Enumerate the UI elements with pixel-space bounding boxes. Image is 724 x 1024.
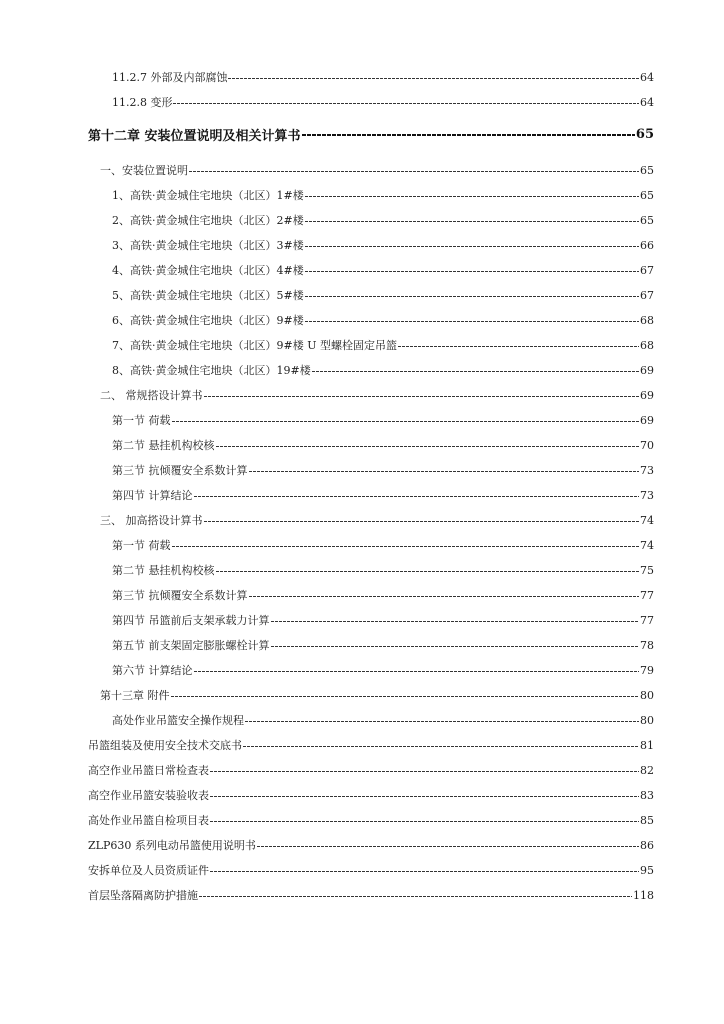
toc-entry-page: 69	[640, 363, 654, 377]
toc-entry-label: 第十二章 安装位置说明及相关计算书	[88, 128, 301, 144]
toc-entry-page: 70	[640, 438, 654, 452]
dot-leader	[249, 596, 640, 597]
toc-entry-label: 吊篮组装及使用安全技术交底书	[88, 739, 242, 752]
toc-entry-11-2-8[interactable]	[112, 91, 654, 113]
toc-chapter-12[interactable]	[88, 121, 654, 147]
dot-leader	[305, 246, 639, 247]
toc-entry-anti-overturn[interactable]	[112, 584, 654, 606]
toc-entry-building-3[interactable]	[112, 234, 654, 256]
toc-entry-label: 6、高铁·黄金城住宅地块（北区）9#楼	[112, 314, 304, 327]
dot-leader	[172, 546, 640, 547]
toc-entry-page: 80	[640, 713, 654, 727]
toc-entry-label: 11.2.7 外部及内部腐蚀	[112, 71, 228, 84]
toc-entry-building-4[interactable]	[112, 259, 654, 281]
toc-entry-label: 3、高铁·黄金城住宅地块（北区）3#楼	[112, 239, 304, 252]
toc-entry-page: 67	[640, 263, 654, 277]
toc-entry-label: 二、 常规搭设计算书	[100, 389, 203, 402]
toc-entry-label: 第三节 抗倾覆安全系数计算	[112, 589, 248, 602]
dot-leader	[245, 721, 639, 722]
dot-leader	[312, 371, 639, 372]
dot-leader	[210, 796, 639, 797]
toc-entry-page: 65	[635, 126, 654, 142]
toc-entry-page: 83	[640, 788, 654, 802]
toc-entry-suspension-check[interactable]	[112, 559, 654, 581]
dot-leader	[302, 134, 635, 136]
toc-entry-label: 第五节 前支架固定膨胀螺栓计算	[112, 639, 270, 652]
toc-entry-page: 82	[640, 763, 654, 777]
toc-entry-label: 2、高铁·黄金城住宅地块（北区）2#楼	[112, 214, 304, 227]
toc-entry-page: 75	[640, 563, 654, 577]
toc-entry-install-acceptance[interactable]	[88, 784, 654, 806]
toc-entry-page: 65	[640, 213, 654, 227]
toc-entry-label: 第四节 吊篮前后支架承载力计算	[112, 614, 270, 627]
toc-entry-page: 68	[640, 338, 654, 352]
toc-entry-label: 一、安装位置说明	[100, 164, 188, 177]
toc-entry-label: 安拆单位及人员资质证件	[88, 864, 209, 877]
dot-leader	[228, 78, 639, 79]
toc-entry-daily-check[interactable]	[88, 759, 654, 781]
toc-entry-fall-protection[interactable]	[88, 884, 654, 906]
toc-section-regular-setup[interactable]	[100, 384, 654, 406]
toc-entry-building-5[interactable]	[112, 284, 654, 306]
dot-leader	[189, 171, 639, 172]
toc-entry-page: 68	[640, 313, 654, 327]
toc-entry-load[interactable]	[112, 534, 654, 556]
dot-leader	[305, 321, 639, 322]
toc-entry-page: 77	[640, 613, 654, 627]
toc-entry-label: 4、高铁·黄金城住宅地块（北区）4#楼	[112, 264, 304, 277]
toc-entry-page: 81	[640, 738, 654, 752]
toc-section-raised-setup[interactable]	[100, 509, 654, 531]
toc-entry-page: 74	[640, 538, 654, 552]
dot-leader	[249, 471, 640, 472]
toc-entry-label: 第二节 悬挂机构校核	[112, 564, 215, 577]
toc-entry-label: 第四节 计算结论	[112, 489, 193, 502]
toc-entry-label: 第三节 抗倾覆安全系数计算	[112, 464, 248, 477]
toc-entry-conclusion[interactable]	[112, 484, 654, 506]
toc-entry-label: 高空作业吊篮日常检查表	[88, 764, 209, 777]
toc-entry-label: 高处作业吊篮安全操作规程	[112, 714, 244, 727]
toc-entry-label: 第十三章 附件	[100, 689, 170, 702]
dot-leader	[210, 771, 639, 772]
dot-leader	[210, 871, 639, 872]
dot-leader	[194, 496, 640, 497]
toc-entry-label: 三、 加高搭设计算书	[100, 514, 203, 527]
toc-entry-page: 74	[640, 513, 654, 527]
dot-leader	[257, 846, 639, 847]
toc-entry-label: 第二节 悬挂机构校核	[112, 439, 215, 452]
toc-entry-11-2-7[interactable]	[112, 66, 654, 88]
toc-entry-building-2[interactable]	[112, 209, 654, 231]
toc-entry-label: 8、高铁·黄金城住宅地块（北区）19#楼	[112, 364, 311, 377]
toc-entry-page: 77	[640, 588, 654, 602]
dot-leader	[305, 221, 639, 222]
toc-entry-page: 69	[640, 388, 654, 402]
dot-leader	[204, 396, 640, 397]
toc-entry-page: 65	[640, 163, 654, 177]
toc-entry-label: 高空作业吊篮安装验收表	[88, 789, 209, 802]
toc-entry-page: 78	[640, 638, 654, 652]
toc-entry-building-9[interactable]	[112, 309, 654, 331]
toc-entry-label: 1、高铁·黄金城住宅地块（北区）1#楼	[112, 189, 304, 202]
toc-entry-label: ZLP630 系列电动吊篮使用说明书	[88, 839, 256, 852]
toc-entry-page: 95	[640, 863, 654, 877]
dot-leader	[398, 346, 639, 347]
toc-entry-label: 5、高铁·黄金城住宅地块（北区）5#楼	[112, 289, 304, 302]
toc-entry-suspension-check[interactable]	[112, 434, 654, 456]
toc-entry-building-1[interactable]	[112, 184, 654, 206]
toc-entry-page: 80	[640, 688, 654, 702]
toc-entry-bracket-capacity[interactable]	[112, 609, 654, 631]
toc-entry-page: 79	[640, 663, 654, 677]
dot-leader	[210, 821, 639, 822]
toc-entry-page: 64	[640, 95, 654, 109]
toc-chapter-13[interactable]	[100, 684, 654, 706]
toc-entry-building-19[interactable]	[112, 359, 654, 381]
toc-entry-label: 首层坠落隔离防护措施	[88, 889, 198, 902]
toc-entry-page: 85	[640, 813, 654, 827]
dot-leader	[204, 521, 640, 522]
dot-leader	[171, 696, 640, 697]
toc-entry-load[interactable]	[112, 409, 654, 431]
dot-leader	[216, 446, 640, 447]
dot-leader	[173, 103, 639, 104]
dot-leader	[172, 421, 640, 422]
toc-entry-label: 7、高铁·黄金城住宅地块（北区）9#楼 U 型螺栓固定吊篮	[112, 339, 397, 352]
toc-entry-building-9-u-bolt[interactable]	[112, 334, 654, 356]
toc-entry-label: 高处作业吊篮自检项目表	[88, 814, 209, 827]
toc-entry-page: 65	[640, 188, 654, 202]
dot-leader	[271, 621, 640, 622]
dot-leader	[199, 896, 632, 897]
toc-entry-page: 118	[633, 888, 654, 902]
dot-leader	[305, 296, 639, 297]
toc-entry-page: 64	[640, 70, 654, 84]
toc-entry-technical-briefing[interactable]	[88, 734, 654, 756]
toc-entry-expansion-bolt[interactable]	[112, 634, 654, 656]
toc-entry-page: 73	[640, 488, 654, 502]
dot-leader	[271, 646, 640, 647]
toc-entry-safety-rules[interactable]	[112, 709, 654, 731]
toc-entry-conclusion[interactable]	[112, 659, 654, 681]
toc-entry-label: 第六节 计算结论	[112, 664, 193, 677]
toc-section-install-location[interactable]	[100, 159, 654, 181]
dot-leader	[216, 571, 640, 572]
toc-entry-self-check[interactable]	[88, 809, 654, 831]
toc-entry-page: 69	[640, 413, 654, 427]
dot-leader	[305, 271, 639, 272]
toc-entry-label: 第一节 荷载	[112, 539, 171, 552]
dot-leader	[305, 196, 639, 197]
dot-leader	[194, 671, 640, 672]
toc-entry-page: 67	[640, 288, 654, 302]
toc-entry-qualifications[interactable]	[88, 859, 654, 881]
toc-entry-label: 第一节 荷载	[112, 414, 171, 427]
toc-entry-page: 66	[640, 238, 654, 252]
toc-entry-page: 86	[640, 838, 654, 852]
toc-entry-zlp630-manual[interactable]	[88, 834, 654, 856]
toc-entry-page: 73	[640, 463, 654, 477]
toc-entry-anti-overturn[interactable]	[112, 459, 654, 481]
dot-leader	[243, 746, 639, 747]
toc-entry-label: 11.2.8 变形	[112, 96, 173, 109]
